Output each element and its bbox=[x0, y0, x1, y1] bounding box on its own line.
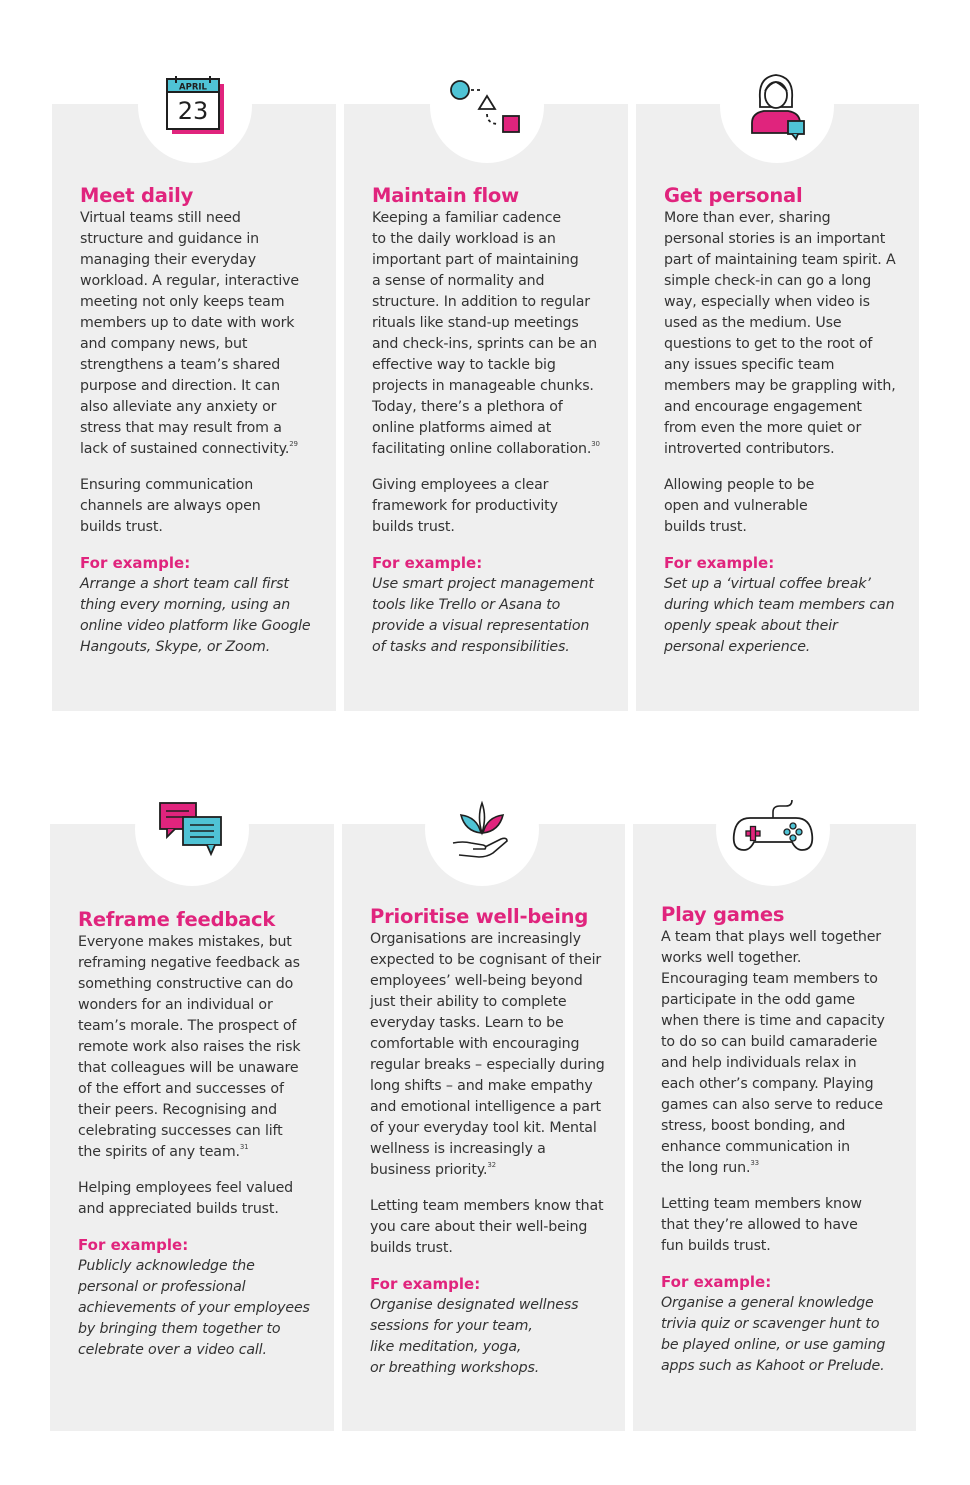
example-text: Set up a ‘virtual coffee break’ during which team members can openly speak about their personal experience. bbox=[664, 576, 895, 655]
example-text: Arrange a short team call first thing every morning, using an online video platform like Google Hangouts, Skype, or Zoom. bbox=[80, 576, 311, 655]
example-label: For example: bbox=[661, 1273, 772, 1291]
footnote-ref: 32 bbox=[487, 1161, 496, 1169]
card-content bbox=[661, 903, 902, 1377]
footnote-ref: 31 bbox=[239, 1143, 249, 1151]
card-get-personal bbox=[636, 104, 919, 711]
card-title: Play games bbox=[661, 903, 785, 926]
card-title: Reframe feedback bbox=[78, 908, 276, 931]
example-label: For example: bbox=[372, 554, 483, 572]
card-content bbox=[80, 184, 322, 658]
card-body: Everyone makes mistakes, but reframing negative feedback as something constructive can do wonders for an individual or team’s morale. The prospect of remote work also raises the risk that colleagues will be unaware of the effort and successes of their peers. Recognising and celebrating successes can lift the spirits of any team.$^{31}$ bbox=[78, 934, 301, 1160]
flow-shapes-icon bbox=[447, 76, 527, 136]
card-body: Organisations are increasingly expected to be cognisant of their employees’ well-being beyond just their ability to complete everyday tasks. Learn to be comfortable with encouraging regular breaks – especially during long shifts – and make empathy and emotional intelligence a part of your everyday tool kit. Mental wellness is increasingly a business priority.$^{32}$ bbox=[370, 931, 605, 1178]
icon-circle bbox=[138, 49, 252, 163]
example-label: For example: bbox=[80, 554, 191, 572]
trust-statement: Allowing people to be open and vulnerable builds trust. bbox=[664, 477, 815, 535]
trust-statement: Helping employees feel valued and appreciated builds trust. bbox=[78, 1180, 294, 1217]
card-body: Keeping a familiar cadence to the daily workload is an important part of maintaining a sense of normality and structure. In addition to regular rituals like stand-up meetings and check-ins, sprints can be an effective way to tackle big projects in manageable chunks. Today, there’s a plethora of online platforms aimed at facilitating online collaboration.$^{30}$ bbox=[372, 210, 600, 457]
card-content bbox=[78, 908, 320, 1361]
trust-statement: Letting team members know that you care about their well-being builds trust. bbox=[370, 1198, 604, 1256]
example-text: Use smart project management tools like Trello or Asana to provide a visual representation of tasks and responsibilities. bbox=[372, 576, 594, 655]
example-text: Publicly acknowledge the personal or professional achievements of your employees by bringing them together to celebrate over a video call. bbox=[78, 1258, 310, 1358]
trust-statement: Giving employees a clear framework for productivity builds trust. bbox=[372, 477, 558, 535]
example-label: For example: bbox=[78, 1236, 189, 1254]
calendar-icon bbox=[164, 75, 226, 137]
footnote-ref: 29 bbox=[289, 440, 298, 448]
speech-bubbles-icon bbox=[157, 800, 227, 858]
gamepad-icon bbox=[730, 798, 816, 860]
icon-circle bbox=[135, 772, 249, 886]
person-chat-icon bbox=[746, 71, 808, 141]
footnote-ref: 30 bbox=[591, 440, 600, 448]
example-label: For example: bbox=[664, 554, 775, 572]
card-reframe-feedback bbox=[50, 824, 334, 1431]
footnote-ref: 33 bbox=[750, 1159, 759, 1167]
hand-plant-icon bbox=[449, 797, 515, 861]
card-title: Prioritise well-being bbox=[370, 905, 589, 928]
trust-statement: Ensuring communication channels are always open builds trust. bbox=[80, 477, 261, 535]
card-prioritise-well-being bbox=[342, 824, 625, 1431]
card-body: More than ever, sharing personal stories is an important part of maintaining team spirit. A simple check-in can go a long way, especially when video is used as the medium. Use questions to get to the root of any issues specific team members may be grappling with, and encourage engagement from even the more quiet or introverted contributors. bbox=[664, 210, 896, 457]
example-text: Organise a general knowledge trivia quiz or scavenger hunt to be played online, or use gaming apps such as Kahoot or Prelude. bbox=[661, 1295, 886, 1374]
svg-text:APRIL: APRIL bbox=[179, 82, 207, 93]
icon-circle bbox=[430, 49, 544, 163]
trust-statement: Letting team members know that they’re allowed to have fun builds trust. bbox=[661, 1196, 862, 1254]
card-title: Get personal bbox=[664, 184, 803, 207]
card-content bbox=[664, 184, 905, 658]
icon-circle bbox=[425, 772, 539, 886]
card-maintain-flow bbox=[344, 104, 628, 711]
card-body: Virtual teams still need structure and guidance in managing their everyday workload. A regular, interactive meeting not only keeps team members up to date with work and company news, but strengthens a team’s shared purpose and direction. It can also alleviate any anxiety or stress that may result from a lack of sustained connectivity.$^{29}$ bbox=[80, 210, 300, 457]
card-meet-daily bbox=[52, 82, 336, 711]
card-content bbox=[372, 184, 614, 658]
example-text: Organise designated wellness sessions for your team, like meditation, yoga, or breathing workshops. bbox=[370, 1297, 579, 1376]
card-body: A team that plays well together works well together. Encouraging team members to participate in the odd game when there is time and capacity to do so can build camaraderie and help individuals relax in each other’s company. Playing games can also serve to reduce stress, boost bonding, and enhance communication in the long run.$^{33}$ bbox=[661, 929, 885, 1176]
card-play-games bbox=[633, 824, 916, 1431]
icon-circle bbox=[716, 772, 830, 886]
example-label: For example: bbox=[370, 1275, 481, 1293]
svg-text:23: 23 bbox=[177, 97, 209, 125]
card-title: Maintain flow bbox=[372, 184, 519, 207]
card-content bbox=[370, 905, 611, 1379]
card-title: Meet daily bbox=[80, 184, 194, 207]
icon-circle bbox=[720, 49, 834, 163]
